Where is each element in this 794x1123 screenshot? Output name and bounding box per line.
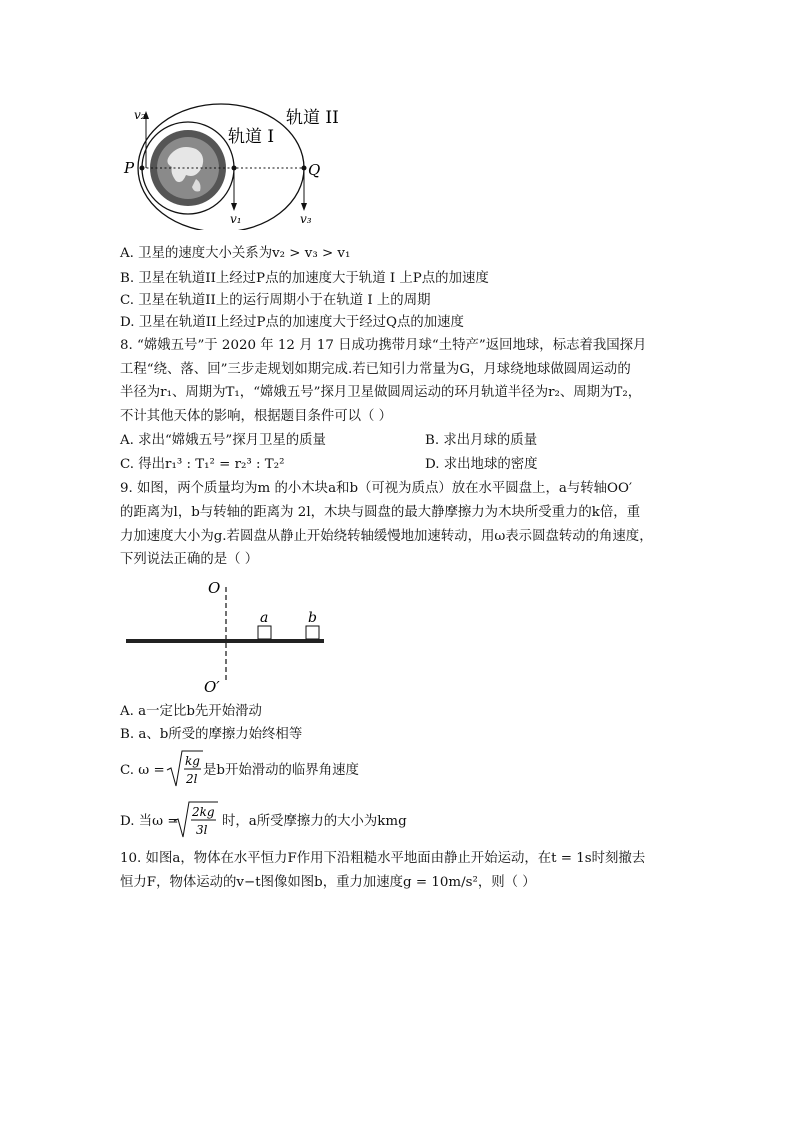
q9-line-3: 力加速度大小为g.若圆盘从静止开始绕转轴缓慢地加速转动，用ω表示圆盘转动的角速度， — [120, 529, 653, 544]
q10-line-1: 10. 如图a，物体在水平恒力F作用下沿粗糙水平地面由静止开始运动，在t = 1s时刻撤去 — [120, 851, 646, 866]
q9-option-c — [120, 762, 165, 780]
q8-line-2: 工程“绕、落、回”三步走规划如期完成.若已知引力常量为G，月球绕地球做圆周运动的 — [120, 362, 631, 377]
label-O: O — [208, 579, 221, 597]
label-track2: 轨道 II — [286, 108, 339, 128]
q9-line-4: 下列说法正确的是（ ） — [120, 552, 259, 567]
label-v3: v₃ — [300, 212, 312, 226]
disc-figure — [120, 573, 340, 698]
q10-line-2: 恒力F，物体运动的v−t图像如图b，重力加速度g = 10m/s²，则（ ） — [120, 875, 536, 890]
q8-line-4: 不计其他天体的影响，根据题目条件可以（ ） — [120, 409, 393, 424]
q9-line-1: 9. 如图，两个质量均为m 的小木块a和b（可视为质点）放在水平圆盘上，a与转轴OO′ — [120, 481, 633, 496]
q7-option-d: D. 卫星在轨道II上经过P点的加速度大于经过Q点的加速度 — [120, 315, 464, 330]
q9-line-2: 的距离为l，b与转轴的距离为 2l，木块与圆盘的最大静摩擦力为木块所受重力的k倍，重 — [120, 505, 641, 520]
q9-option-b: B. a、b所受的摩擦力始终相等 — [120, 727, 303, 742]
sqrt-c — [165, 748, 205, 790]
label-track1: 轨道 I — [228, 127, 275, 147]
sqrt-d — [172, 799, 222, 841]
q8-line-1: 8. “嫦娥五号”于 2020 年 12 月 17 日成功携带月球“土特产”返回地球，标志着我国探月 — [120, 338, 647, 353]
q9-option-c-pre: C. ω = — [120, 763, 165, 778]
q9-option-c-num: kg — [185, 754, 200, 768]
label-b: b — [308, 610, 317, 626]
q9-option-d-den: 3l — [196, 823, 208, 837]
q9-option-d-post: 时，a所受摩擦力的大小为kmg — [222, 814, 407, 829]
orbit-figure — [120, 95, 360, 230]
q9-option-c-den: 2l — [186, 772, 198, 786]
q9-option-a: A. a一定比b先开始滑动 — [120, 704, 262, 719]
q9-option-d-pre: D. 当ω = — [120, 814, 179, 829]
q9-option-c-post: 是b开始滑动的临界角速度 — [203, 763, 359, 778]
block-b — [306, 626, 319, 639]
q8-line-3: 半径为r₁、周期为T₁，“嫦娥五号”探月卫星做圆周运动的环月轨道半径为r₂、周期为T₂， — [120, 385, 642, 400]
q9-option-d — [120, 813, 179, 831]
label-a: a — [260, 610, 269, 626]
q7-option-a: A. 卫星的速度大小关系为v₂ > v₃ > v₁ — [120, 246, 351, 261]
q9-option-d-num: 2kg — [192, 805, 215, 819]
q7-option-b: B. 卫星在轨道II上经过P点的加速度大于轨道 I 上P点的加速度 — [120, 271, 489, 286]
label-v1: v₁ — [230, 212, 242, 226]
label-v2: v₂ — [134, 108, 146, 122]
label-Q: Q — [308, 161, 321, 179]
q8-option-a: A. 求出“嫦娥五号”探月卫星的质量 — [120, 433, 326, 448]
q8-option-d: D. 求出地球的密度 — [425, 457, 538, 472]
q8-option-b: B. 求出月球的质量 — [425, 433, 538, 448]
q7-option-c: C. 卫星在轨道II上的运行周期小于在轨道 I 上的周期 — [120, 293, 431, 308]
block-a — [258, 626, 271, 639]
label-P: P — [124, 159, 135, 177]
q8-option-c: C. 得出r₁³ : T₁² = r₂³ : T₂² — [120, 457, 285, 472]
label-O-prime: O′ — [204, 678, 220, 696]
